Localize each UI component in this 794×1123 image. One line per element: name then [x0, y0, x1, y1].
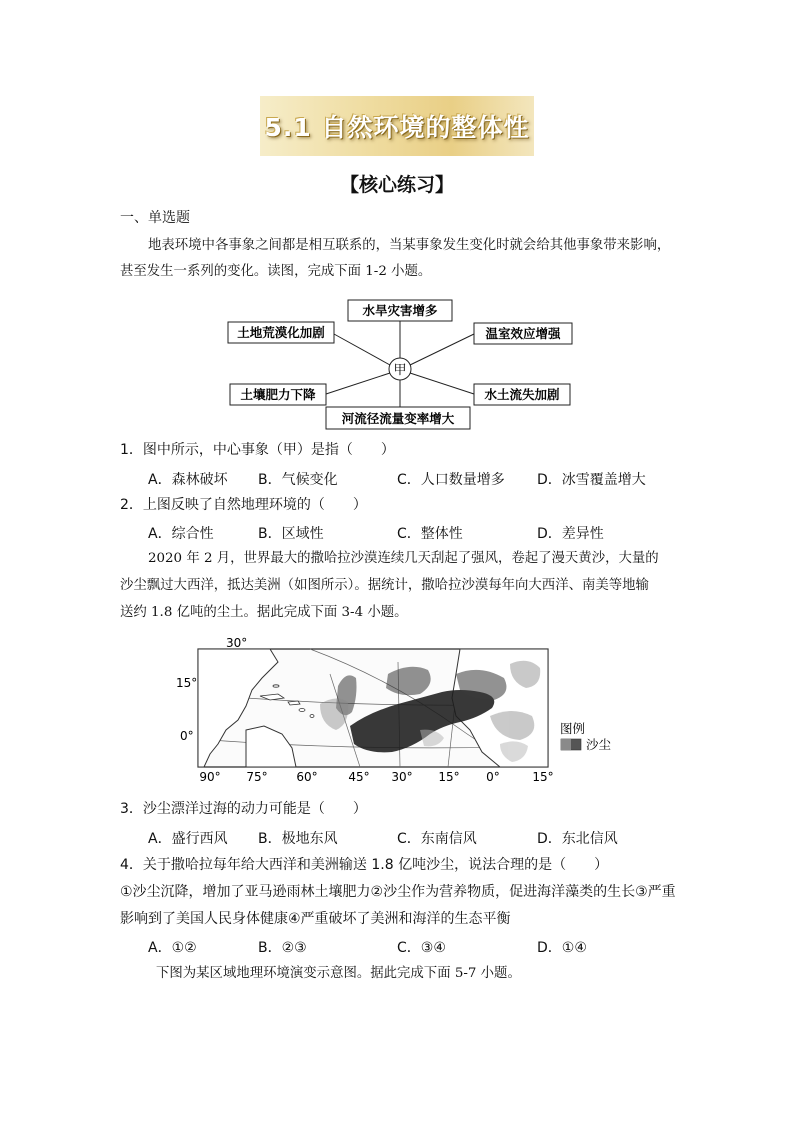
- legend-label: 沙尘: [586, 737, 612, 752]
- q3-option-b[interactable]: B．极地东风: [258, 831, 338, 847]
- lon-label-90w: 90°: [199, 770, 221, 784]
- center-node-label: 甲: [393, 363, 407, 378]
- q4-option-b[interactable]: B．②③: [258, 940, 307, 956]
- intro3-line: 下图为某区域地理环境演变示意图。据此完成下面 5-7 小题。: [156, 966, 521, 981]
- q3-stem: 3．沙尘漂洋过海的动力可能是（ ）: [120, 801, 367, 817]
- lat-label-30: 30°: [226, 636, 248, 650]
- node-label-4: 河流径流量变率增大: [341, 411, 455, 426]
- lat-label-0: 0°: [180, 729, 194, 743]
- lon-label-75w: 75°: [246, 770, 268, 784]
- node-label-5: 土壤肥力下降: [240, 387, 316, 402]
- q1-option-b[interactable]: B．气候变化: [258, 472, 338, 488]
- node-label-1: 水旱灾害增多: [362, 303, 438, 318]
- q1-option-a[interactable]: A．森林破坏: [148, 472, 228, 488]
- lon-label-15w: 15°: [438, 770, 460, 784]
- q4-option-a[interactable]: A．①②: [148, 940, 197, 956]
- q4-statements-line2: 影响到了美国人民身体健康④严重破坏了美洲和海洋的生态平衡: [120, 911, 511, 927]
- q3-option-d[interactable]: D．东北信风: [537, 831, 618, 847]
- intro1-line1: 地表环境中各事象之间都是相互联系的，当某事象发生变化时就会给其他事象带来影响，: [148, 238, 671, 253]
- node-label-6: 土地荒漠化加剧: [237, 325, 325, 340]
- intro2-line2: 沙尘飘过大西洋，抵达美洲（如图所示）。据统计，撒哈拉沙漠每年向大西洋、南美等地输: [120, 578, 649, 593]
- q1-option-c[interactable]: C．人口数量增多: [397, 472, 505, 488]
- lon-label-30w: 30°: [391, 770, 413, 784]
- q3-option-a[interactable]: A．盛行西风: [148, 831, 228, 847]
- intro1-line2: 甚至发生一系列的变化。读图，完成下面 1-2 小题。: [120, 264, 432, 279]
- q1-option-d[interactable]: D．冰雪覆盖增大: [537, 472, 646, 488]
- question-type-label: 一、单选题: [120, 210, 190, 226]
- q1-stem: 1．图中所示，中心事象（甲）是指（ ）: [120, 442, 395, 458]
- q2-stem: 2．上图反映了自然地理环境的（ ）: [120, 497, 367, 513]
- q2-option-d[interactable]: D．差异性: [537, 526, 604, 542]
- q4-option-c[interactable]: C．③④: [397, 940, 446, 956]
- q3-option-c[interactable]: C．东南信风: [397, 831, 477, 847]
- cause-effect-diagram: [220, 292, 580, 436]
- q2-option-b[interactable]: B．区域性: [258, 526, 324, 542]
- page-title: 5.1 自然环境的整体性: [264, 113, 530, 142]
- section-heading: 【核心练习】: [339, 174, 454, 196]
- lon-label-45w: 45°: [348, 770, 370, 784]
- lon-label-60w: 60°: [296, 770, 318, 784]
- q4-option-d[interactable]: D．①④: [537, 940, 587, 956]
- dust-map: [160, 634, 620, 786]
- legend-title: 图例: [560, 721, 586, 736]
- lon-label-15e: 15°: [532, 770, 554, 784]
- lon-label-0: 0°: [486, 770, 500, 784]
- q2-option-a[interactable]: A．综合性: [148, 526, 214, 542]
- lat-label-15: 15°: [176, 676, 198, 690]
- q4-statements-line1: ①沙尘沉降，增加了亚马逊雨林土壤肥力②沙尘作为营养物质，促进海洋藻类的生长③严重: [120, 884, 676, 900]
- intro2-line3: 送约 1.8 亿吨的尘土。据此完成下面 3-4 小题。: [120, 605, 408, 620]
- node-label-3: 水土流失加剧: [484, 387, 560, 402]
- title-banner: [260, 96, 534, 156]
- q4-stem: 4．关于撒哈拉每年给大西洋和美洲输送 1.8 亿吨沙尘，说法合理的是（ ）: [120, 857, 609, 873]
- legend-swatch-light: [561, 739, 571, 750]
- q2-option-c[interactable]: C．整体性: [397, 526, 463, 542]
- intro2-line1: 2020 年 2 月，世界最大的撒哈拉沙漠连续几天刮起了强风，卷起了漫天黄沙，大量的: [148, 551, 659, 566]
- node-label-2: 温室效应增强: [485, 326, 561, 341]
